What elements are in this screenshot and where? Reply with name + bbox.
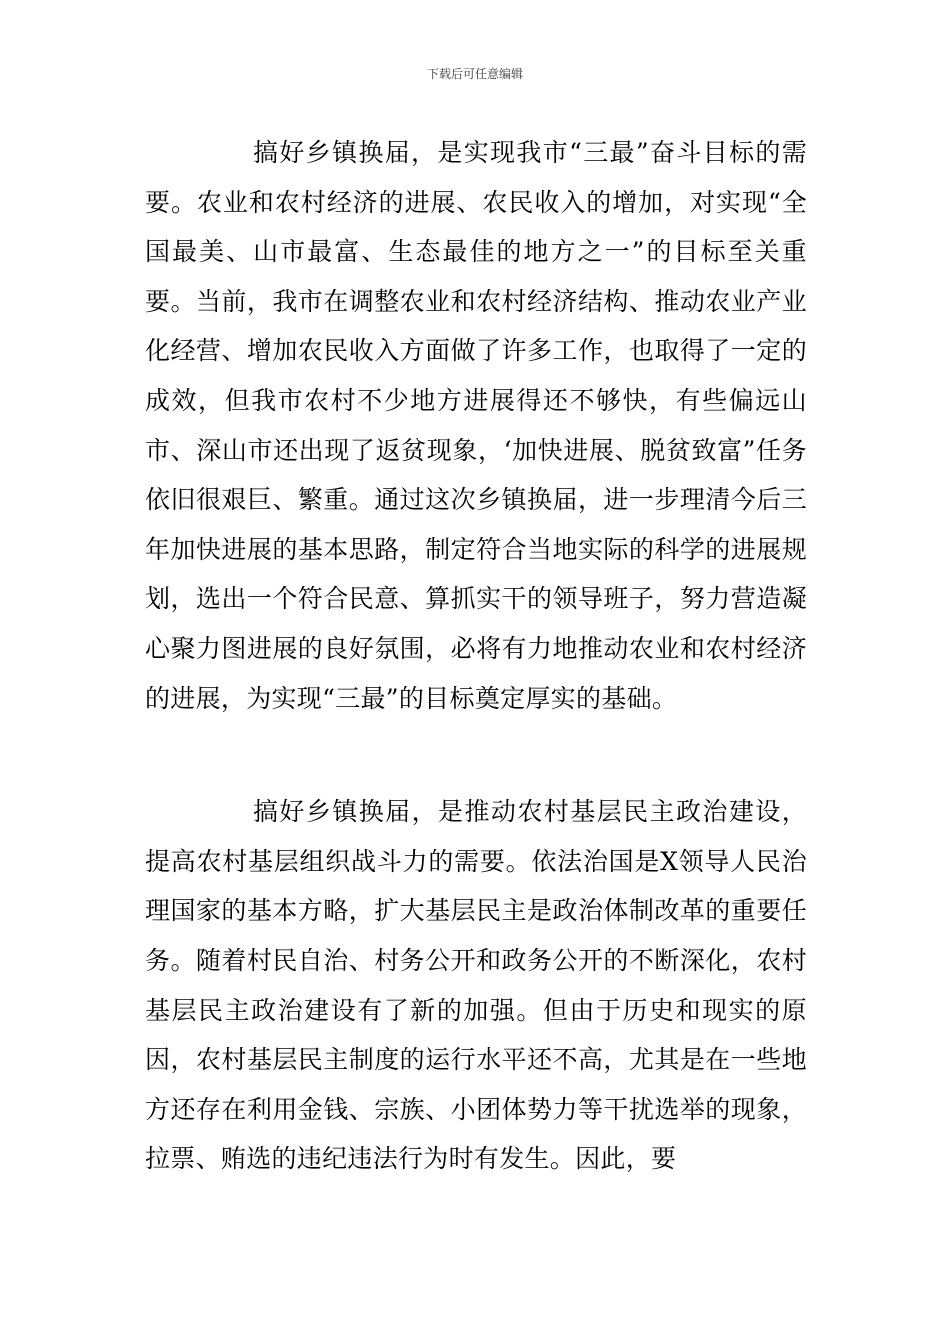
paragraph-2: 搞好乡镇换届，是推动农村基层民主政治建设，提高农村基层组织战斗力的需要。依法治国是X领导人民治理国家的基本方略，扩大基层民主是政治体制改革的重要任务。随着村民自治、村务公开和政务公开的不断深化，农村基层民主政治建设有了新的加强。但由于历史和现实的原因，农村基层民主制度的运行水平还不高，尤其是在一些地方还存在利用金钱、宗族、小团体势力等干扰选举的现象，拉票、贿选的违纪违法行为时有发生。因此，要: [145, 797, 807, 1174]
document-body: [145, 128, 807, 1184]
paragraph-1: 搞好乡镇换届，是实现我市“三最”奋斗目标的需要。农业和农村经济的进展、农民收入的增加，对实现“全国最美、山市最富、生态最佳的地方之一”的目标至关重要。当前，我市在调整农业和农村经济结构、推动农业产业化经营、增加农民收入方面做了许多工作，也取得了一定的成效，但我市农村不少地方进展得还不够快，有些偏远山市、深山市还出现了返贫现象，‘加快进展、脱贫致富”任务依旧很艰巨、繁重。通过这次乡镇换届，进一步理清今后三年加快进展的基本思路，制定符合当地实际的科学的进展规划，选出一个符合民意、算抓实干的领导班子，努力营造凝心聚力图进展的良好氛围，必将有力地推动农业和农村经济的进展，为实现“三最”的目标奠定厚实的基础。: [145, 138, 807, 713]
page-header: 下载后可任意编辑: [426, 67, 523, 81]
